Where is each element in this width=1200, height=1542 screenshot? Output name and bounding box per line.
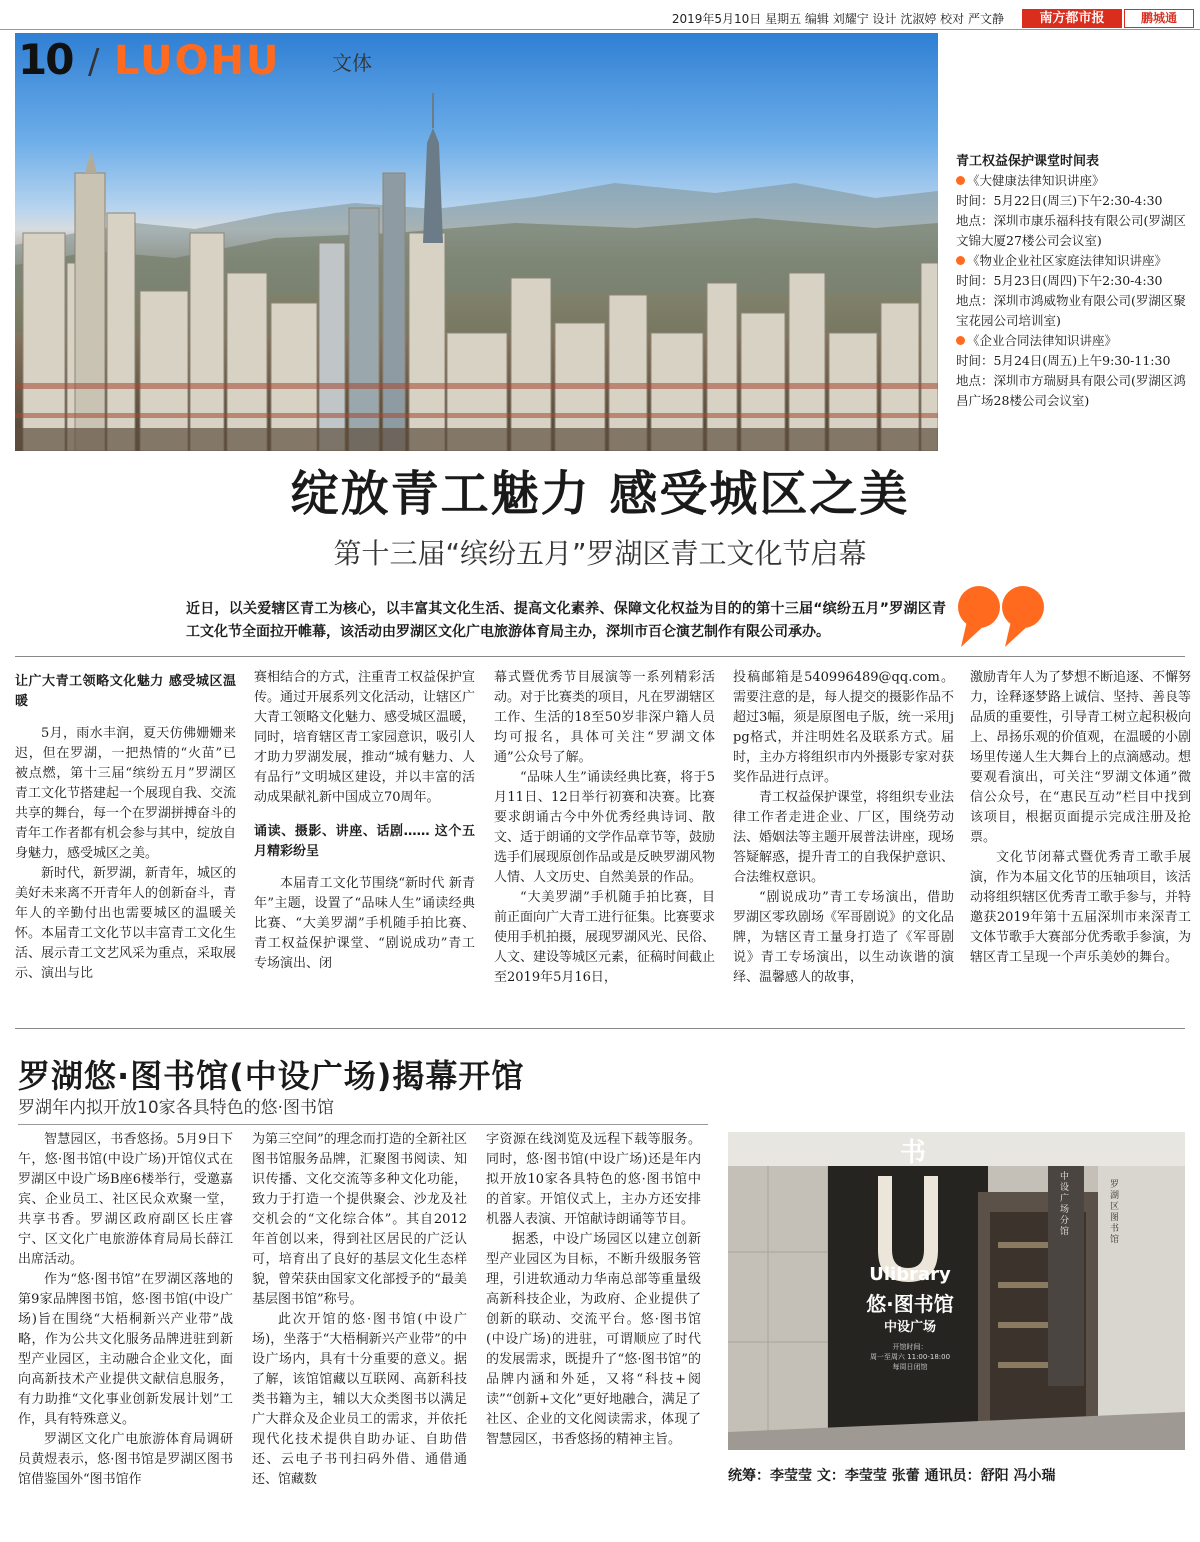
schedule-item xyxy=(956,331,1192,411)
divider xyxy=(15,1028,1185,1029)
library-hours-value: 周一至周六 11:00-18:00 xyxy=(869,1353,951,1361)
library-hours xyxy=(850,1342,970,1372)
article-column xyxy=(733,668,954,988)
column-heading: 让广大青工领略文化魅力 感受城区温暖 xyxy=(15,674,236,709)
schedule-item-time: 时间：5月22日(周三)下午2:30-4:30 xyxy=(956,193,1163,208)
quote-mark-icon xyxy=(957,585,1047,653)
library-side-sign-2: 中设广场分馆 xyxy=(1060,1172,1070,1237)
section-name: LUOHU xyxy=(114,38,281,84)
paragraph: “品味人生”诵读经典比赛，将于5月11日、12日举行初赛和决赛。比赛要求朗诵古今中外优秀经典诗词、散文、适于朗诵的文学作品章节等，鼓励选手们展现原创作品或是反映罗湖风物人情、人文历史、自然美景的作品。 xyxy=(494,770,716,885)
paragraph: 为第三空间”的理念而打造的全新社区图书馆服务品牌，汇聚图书阅读、知识传播、文化交流等多种文化功能，致力于打造一个提供聚会、沙龙及社交机会的“文化综合体”。其自2012年首创以来，得到社区居民的广泛认可，培育出了良好的基层文化生态样貌，曾荣获由国家文化部授予的“最美基层图书馆”称号。 xyxy=(252,1132,467,1307)
bullet-icon xyxy=(956,256,965,265)
masthead-logo: 南方都市报 xyxy=(1022,9,1122,28)
divider xyxy=(18,1124,708,1125)
bullet-icon xyxy=(956,176,965,185)
paragraph: 投稿邮箱是540996489@qq.com。需要注意的是，每人提交的摄影作品不超过3幅，须是原图电子版，统一采用jpg格式，并注明姓名及联系方式。届时，主办方将组织市内外摄影专家对获奖作品进行点评。 xyxy=(733,670,955,785)
paragraph: 据悉，中设广场园区以建立创新型产业园区为目标，不断升级服务管理，引进软通动力华南总部等重量级高新科技企业，为政府、企业提供了创新的联动、交流平台。悠·图书馆(中设广场)的进驻，可谓顺应了时代的发展需求，既提升了“悠·图书馆”的品牌内涵和外延，又将“科技+阅读”“创新+文化”更好地融合，满足了社区、企业的文化阅读需求，体现了智慧园区，书香悠扬的精神主旨。 xyxy=(486,1232,701,1447)
article-subheadline: 第十三届“缤纷五月”罗湖区青工文化节启幕 xyxy=(333,537,867,570)
article2-column xyxy=(252,1130,467,1490)
divider xyxy=(15,656,1185,657)
article-column xyxy=(15,668,236,984)
paragraph: 幕式暨优秀节目展演等一系列精彩活动。对于比赛类的项目，凡在罗湖辖区工作、生活的18至50岁非深户籍人员均可报名，具体可关注“罗湖文体通”公众号了解。 xyxy=(494,670,716,765)
page-header-bar xyxy=(0,0,1200,30)
schedule-item-time: 时间：5月24日(周五)上午9:30-11:30 xyxy=(956,353,1171,368)
paragraph: 新时代，新罗湖，新青年，城区的美好未来离不开青年人的创新奋斗，青年人的辛勤付出也需要城区的温暖关怀。本届青工文化节以丰富青工文化生活、展示青工文艺风采为重点，采取展示、演出与比 xyxy=(15,866,237,981)
paragraph: 赛相结合的方式，注重青工权益保护宣传。通过开展系列文化活动，让辖区广大青工领略文化魅力、感受城区温暖，同时，培育辖区青工家园意识，吸引人才助力罗湖发展，推动“城有魅力、人有品行”文明城区建设，并以丰富的活动成果献礼新中国成立70周年。 xyxy=(254,670,476,805)
city-skyline-photo xyxy=(15,33,938,451)
paragraph: 青工权益保护课堂，将组织专业法律工作者走进企业、厂区，围绕劳动法、婚姻法等主题开展普法讲座，现场答疑解惑，提升青工的自我保护意识、合法维权意识。 xyxy=(733,790,955,885)
paragraph: 字资源在线浏览及远程下载等服务。同时，悠·图书馆(中设广场)还是年内拟开放10家各具特色的悠·图书馆中的首家。开馆仪式上，主办方还安排机器人表演、开馆献诗朗诵等节目。 xyxy=(486,1132,701,1227)
article-headline: 绽放青工魅力 感受城区之美 xyxy=(290,466,910,522)
library-side-sign: 罗湖区图书馆 xyxy=(1110,1180,1120,1245)
schedule-item xyxy=(956,171,1192,251)
article-column xyxy=(494,668,715,988)
schedule-item-name: 《大健康法律知识讲座》 xyxy=(967,173,1105,188)
column-heading: 诵读、摄影、讲座、话剧…… 这个五月精彩纷呈 xyxy=(254,824,475,859)
page-number-slash: / xyxy=(88,42,100,82)
library-entrance-photo xyxy=(728,1132,1185,1450)
schedule-item xyxy=(956,251,1192,331)
paragraph: 智慧园区，书香悠扬。5月9日下午，悠·图书馆(中设广场)开馆仪式在罗湖区中设广场B座6楼举行，受邀嘉宾、企业员工、社区民众欢聚一堂，共享书香。罗湖区政府副区长庄睿宁、区文化广电旅游体育局局长薛江出席活动。 xyxy=(18,1132,233,1267)
schedule-item-place: 地点：深圳市方瑞厨具有限公司(罗湖区鸿昌广场28楼公司会议室) xyxy=(956,373,1186,408)
paragraph: 激励青年人为了梦想不断追逐、不懈努力，诠释逐梦路上诚信、坚持、善良等品质的重要性，引导青工树立起积极向上、昂扬乐观的价值观，在温暖的小剧场里传递人生大舞台上的点滴感动。想要观看演出，可关注“罗湖文体通”微信公众号，在“惠民互动”栏目中找到该项目，根据页面提示完成注册及抢票。 xyxy=(970,670,1192,845)
masthead-supplement-logo: 鹏城通 xyxy=(1124,9,1194,28)
schedule-box xyxy=(956,150,1192,411)
library-brand-cn: 悠·图书馆 xyxy=(866,1292,954,1316)
article-column xyxy=(970,668,1191,968)
paragraph: 文化节闭幕式暨优秀青工歌手展演，作为本届文化节的压轴项目，该活动将组织辖区优秀青工歌手参与，并特邀获2019年第十五届深圳市来深青工文体节歌手大赛部分优秀歌手参演，为辖区青工呈现一个声乐美妙的舞台。 xyxy=(970,850,1192,965)
schedule-item-name: 《物业企业社区家庭法律知识讲座》 xyxy=(967,253,1168,268)
bullet-icon xyxy=(956,336,965,345)
paragraph: 作为“悠·图书馆”在罗湖区落地的第9家品牌图书馆，悠·图书馆(中设广场)旨在围绕“大梧桐新兴产业带”战略，作为公共文化服务品牌进驻到新型产业园区，主动融合企业文化，面向高新技术产业提供文献信息服务，有力助推“文化事业创新发展计划”工作，具有特殊意义。 xyxy=(18,1272,233,1427)
article2-subheadline: 罗湖年内拟开放10家各具特色的悠·图书馆 xyxy=(18,1098,335,1118)
library-branch-name: 中设广场 xyxy=(883,1320,936,1335)
library-brand-en: Ulibrary xyxy=(869,1264,951,1285)
article-lead: 近日，以关爱辖区青工为核心，以丰富其文化生活、提高文化素养、保障文化权益为目的的第十三届“缤纷五月”罗湖区青工文化节全面拉开帷幕，该活动由罗湖区文化广电旅游体育局主办，深圳市百仑演艺制作有限公司承办。 xyxy=(186,601,946,640)
article2-column xyxy=(18,1130,233,1490)
section-category: 文体 xyxy=(332,51,372,75)
library-hours-note: 每周日闭馆 xyxy=(892,1363,928,1371)
schedule-item-time: 时间：5月23日(周四)下午2:30-4:30 xyxy=(956,273,1163,288)
article-credit: 统筹：李莹莹 文：李莹莹 张蕾 通讯员：舒阳 冯小瑞 xyxy=(728,1468,1056,1484)
skyline-illustration xyxy=(15,33,938,451)
schedule-item-place: 地点：深圳市康乐福科技有限公司(罗湖区文锦大厦27楼公司会议室) xyxy=(956,213,1186,248)
page-number: 10 xyxy=(18,35,73,84)
library-hours-label: 开馆时间： xyxy=(892,1343,928,1351)
schedule-item-place: 地点：深圳市鸿威物业有限公司(罗湖区聚宝花园公司培训室) xyxy=(956,293,1186,328)
schedule-item-name: 《企业合同法律知识讲座》 xyxy=(967,333,1118,348)
article2-headline: 罗湖悠·图书馆(中设广场)揭幕开馆 xyxy=(18,1057,525,1095)
paragraph: 罗湖区文化广电旅游体育局调研员黄煜表示，悠·图书馆是罗湖区图书馆借鉴国外“图书馆作 xyxy=(18,1432,233,1487)
paragraph: 5月，雨水丰润，夏天仿佛姗姗来迟，但在罗湖，一把热情的“火苗”已被点燃，第十三届“缤纷五月”罗湖区青工文化节搭建起一个展现自我、交流共享的舞台，每一个在罗湖拼搏奋斗的青年工作者都有机会参与其中，绽放自身魅力，感受城区之美。 xyxy=(15,726,237,861)
article-column xyxy=(254,668,475,974)
schedule-title: 青工权益保护课堂时间表 xyxy=(956,154,1100,169)
library-logo-char: 书 xyxy=(900,1138,927,1168)
paragraph: “剧说成功”青工专场演出，借助罗湖区零玖剧场《军哥剧说》的文化品牌，为辖区青工量身打造了《军哥剧说》青工专场演出，以生动诙谐的演绎、温馨感人的故事， xyxy=(733,890,955,985)
article2-column xyxy=(486,1130,701,1450)
date-line: 2019年5月10日 星期五 编辑 刘耀宁 设计 沈淑婷 校对 严文静 xyxy=(671,12,1004,26)
paragraph: “大美罗湖”手机随手拍比赛，目前正面向广大青工进行征集。比赛要求使用手机拍摄，展现罗湖风光、民俗、人文、建设等城区元素，征稿时间截止至2019年5月16日， xyxy=(494,890,716,985)
paragraph: 此次开馆的悠·图书馆(中设广场)，坐落于“大梧桐新兴产业带”的中设广场内，具有十分重要的意义。据了解，该馆馆藏以互联网、高新科技类书籍为主，辅以大众类图书以满足广大群众及企业员工的需求，并依托现代化技术提供自助办证、自助借还、云电子书刊扫码外借、通借通还、馆藏数 xyxy=(252,1312,467,1487)
paragraph: 本届青工文化节围绕“新时代 新青年”主题，设置了“品味人生”诵读经典比赛、“大美罗湖”手机随手拍比赛、青工权益保护课堂、“剧说成功”青工专场演出、闭 xyxy=(254,876,475,971)
